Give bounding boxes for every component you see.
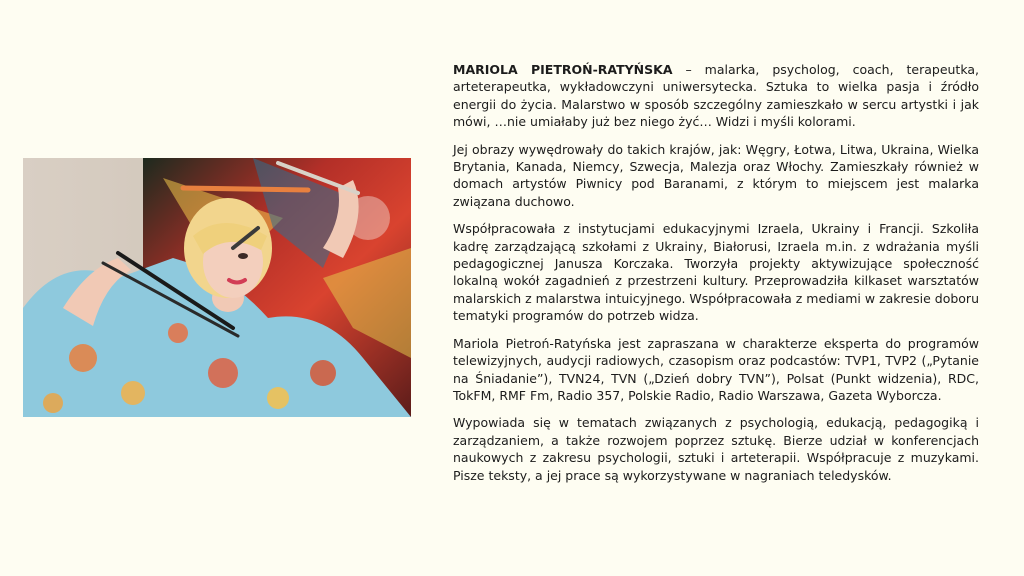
bio-paragraph-topics: Wypowiada się w tematach związanych z psychologią, edukacją, pedagogiką i zarządzaniem, a także rozwojem poprzez sztukę. Bierze udział w konferencjach naukowych z zakresu psychologii, sztuki i arteterapii. Współpracuje z muzykami. Pisze teksty, a jej prace są wykorzystywane w nagraniach teledysków. — [453, 415, 979, 483]
bio-text — [453, 61, 979, 494]
bio-paragraph-cooperation: Współpracowała z instytucjami edukacyjnymi Izraela, Ukrainy i Francji. Szkoliła kadrę zarządzającą szkołami z Ukrainy, Białorusi, Izraela m.in. z wdrażania myśli pedagogicznej Janusza Korczaka. Tworzyła projekty aktywizujące społeczność lokalną wokół zagadnień z przestrzeni kultury. Przeprowadziła kilkaset warsztatów malarskich z malarstwa intuicyjnego. Współpracowała z mediami w zakresie doboru tematyki programów do potrzeb widza. — [453, 221, 979, 324]
artist-photo-illustration — [23, 158, 411, 417]
bio-paragraph-exhibitions: Jej obrazy wywędrowały do takich krajów, jak: Węgry, Łotwa, Litwa, Ukraina, Wielka Brytania, Kanada, Niemcy, Szwecja, Malezja oraz Włochy. Zamieszkały również w domach artystów Piwnicy pod Baranami, z którym to miejscem jest malarka związana duchowo. — [453, 141, 979, 209]
artist-name: MARIOLA PIETROŃ-RATYŃSKA — [453, 62, 673, 77]
bio-paragraph-media: Mariola Pietroń-Ratyńska jest zapraszana w charakterze eksperta do programów telewizyjnych, audycji radiowych, czasopism oraz podcastów: TVP1, TVP2 („Pytanie na Śniadanie”), TVN24, TVN („Dzień dobry TVN”), Polsat (Punkt widzenia), RDC, TokFM, RMF Fm, Radio 357, Polskie Radio, Radio Warszawa, Gazeta Wyborcza. — [453, 335, 979, 403]
bio-intro: – malarka, psycholog, coach, terapeutka, arteterapeutka, wykładowczyni uniwersytecka. Sztuka to wielka pasja i źródło energii do życia. Malarstwo w sposób szczególny zamieszkało w sercu artystki i jak mówi, …nie umiałaby już bez niego żyć… Widzi i myśli kolorami. — [453, 62, 979, 130]
bio-paragraph-intro — [453, 61, 979, 131]
artist-photo — [23, 158, 411, 417]
